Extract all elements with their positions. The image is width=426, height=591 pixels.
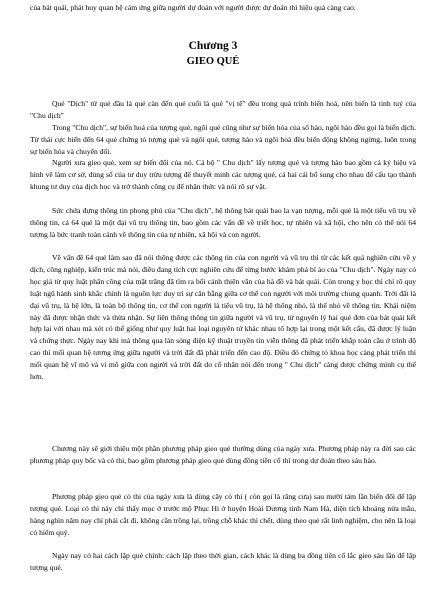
chapter-number: Chương 3 <box>188 40 238 52</box>
paragraph-5: Về vấn đề 64 quẻ làm sao đã nói thông được các thông tin của con người và vũ trụ thì từ các kết quả nghiên cứu về y dịch, công nghiệp, kiến trúc mà nói, điều đang tích cực nghiên cứu để từng bước khám phá bí ảo của "Chu dịch". Ngày nay có học giả từ quy luật phân công của mặt trăng đã tìm ra bối cảnh thiên văn của hà đồ và bát quái. Còn trong y học thì chỉ rõ quy luật ngũ hành sinh khắc chính là nguồn lực duy trì sự cân bằng giữa cơ thể con người với môi trường chung quanh. Trời đất là đại vũ trụ, là hệ lớn, là toàn bộ thông tin, cơ thể con người là tiểu vũ trụ, là hệ thống nhỏ, là thể nhỏ về thông tin. Khái niệm này đã được nhận thức và thừa nhận. Sự liên thông thông tin giữa người và vũ trụ, từ nguyên lý hai quẻ đơn của bát quái kết hợp lại với nhau mà xét có thể giống như quy luật hai loại nguyên tử khác nhau tổ hợp lại trong một kết cấu, đã được lý luận và chứng thực. Ngày nay khi mà thông qua làn sóng điện kỹ thuật truyền tin viễn thông đã phát triển khắp toàn cầu ở trình độ cao thì mối quan hệ tương ứng giữa người và trời đất đã phát triển đến cao độ. Điều đó chứng tỏ khoa học càng phát triển thì mối quan hệ vĩ mô và vi mô giữa con người và trời đất do cổ nhân nói đến trong " Chu dịch" càng được chứng minh cụ thể hơn. <box>30 253 416 382</box>
paragraph-3: Người xưa gieo quẻ, xem sự biến đổi của nó. Cả bộ " Chu dịch" lấy tượng quẻ và tượng hào bao gồm cả ký hiệu và hình vẽ làm cơ sở, dùng số của tư duy trừu tượng để thuyết minh các tượng quẻ, cả hai cái bổ sung cho nhau để cấu tạo thành khung tư duy của dịch học và trở thành công cụ để nhận thức và nói rõ sự vật. <box>30 158 416 191</box>
paragraph-1: Quẻ "Dịch" từ quẻ đầu là quẻ càn đến quẻ cuối là quẻ "vị tế" đều trong quá trình biến hoá, nên biến là tinh tuý của "Chu dịch" <box>30 99 416 120</box>
paragraph-4: Sức chứa đựng thông tin phong phú của "Chu dịch", hệ thông bát quái bao la vạn tượng, mỗi quẻ là một tiểu vũ trụ về thông tin, cả 64 quẻ là một đại vũ trụ thông tin, bao gồm các vấn đề về triết học, tự nhiên và xã hội, cho nên có thể nói 64 tượng là bức tranh toàn cảnh về thông tin của tự nhiên, xã hội và con người. <box>30 206 416 239</box>
paragraph-7: Phương pháp gieo quẻ cỏ thi của ngày xưa là dùng cây cỏ thi ( còn gọi là răng cưa) sau mười tám lần biến đổi để lập tượng quẻ. Loại cỏ thi này chỉ thấy mọc ở trước mộ Phục Hi ở huyện Hoài Dương tỉnh Nam Hà, diện tích khoảng nửa mẫu, hàng nghìn năm nay chỉ phải cắt đi, không cần trồng lại, trồng chỗ khác thì chết, dùng theo quẻ rất linh nghiệm, cho nên là loại cỏ hiếm quý. <box>30 492 416 537</box>
paragraph-8: Ngày nay có hai cách lập quẻ chính: cách lập theo thời gian, cách khác là dùng ba đồng tiền cổ lắc gieo sáu lần để lập tượng quẻ. <box>30 551 416 572</box>
paragraph-2: Trong "Chu dịch", sự biến hoá của tượng quẻ, ngôi quẻ cũng như sự biến hóa của số hào, ngôi hào đều gọi là biến dịch. Từ thái cực biến đến 64 quẻ chứng tỏ tượng quẻ và ngôi quẻ, tượng hào và ngôi hoà đều biến động không ngừng, luôn trong sự biến hóa và chuyển đổi. <box>30 123 416 156</box>
intro-paragraph: của bát quái, phát huy quan hệ cảm ứng giữa người dự đoán với người được dự đoán thì hiệu quả càng cao. <box>30 3 356 12</box>
chapter-title: GIEO QUẺ <box>186 56 240 67</box>
paragraph-6: Chương này sẽ giới thiệu một phần phương pháp gieo quẻ thường dùng của ngày xưa. Phương pháp này ra đời sau các phương pháp quy bốc và cỏ thi, bao gồm phương pháp gieo quẻ dùng đồng tiền cổ thì trong dự đoán theo sáu hào. <box>30 444 416 465</box>
